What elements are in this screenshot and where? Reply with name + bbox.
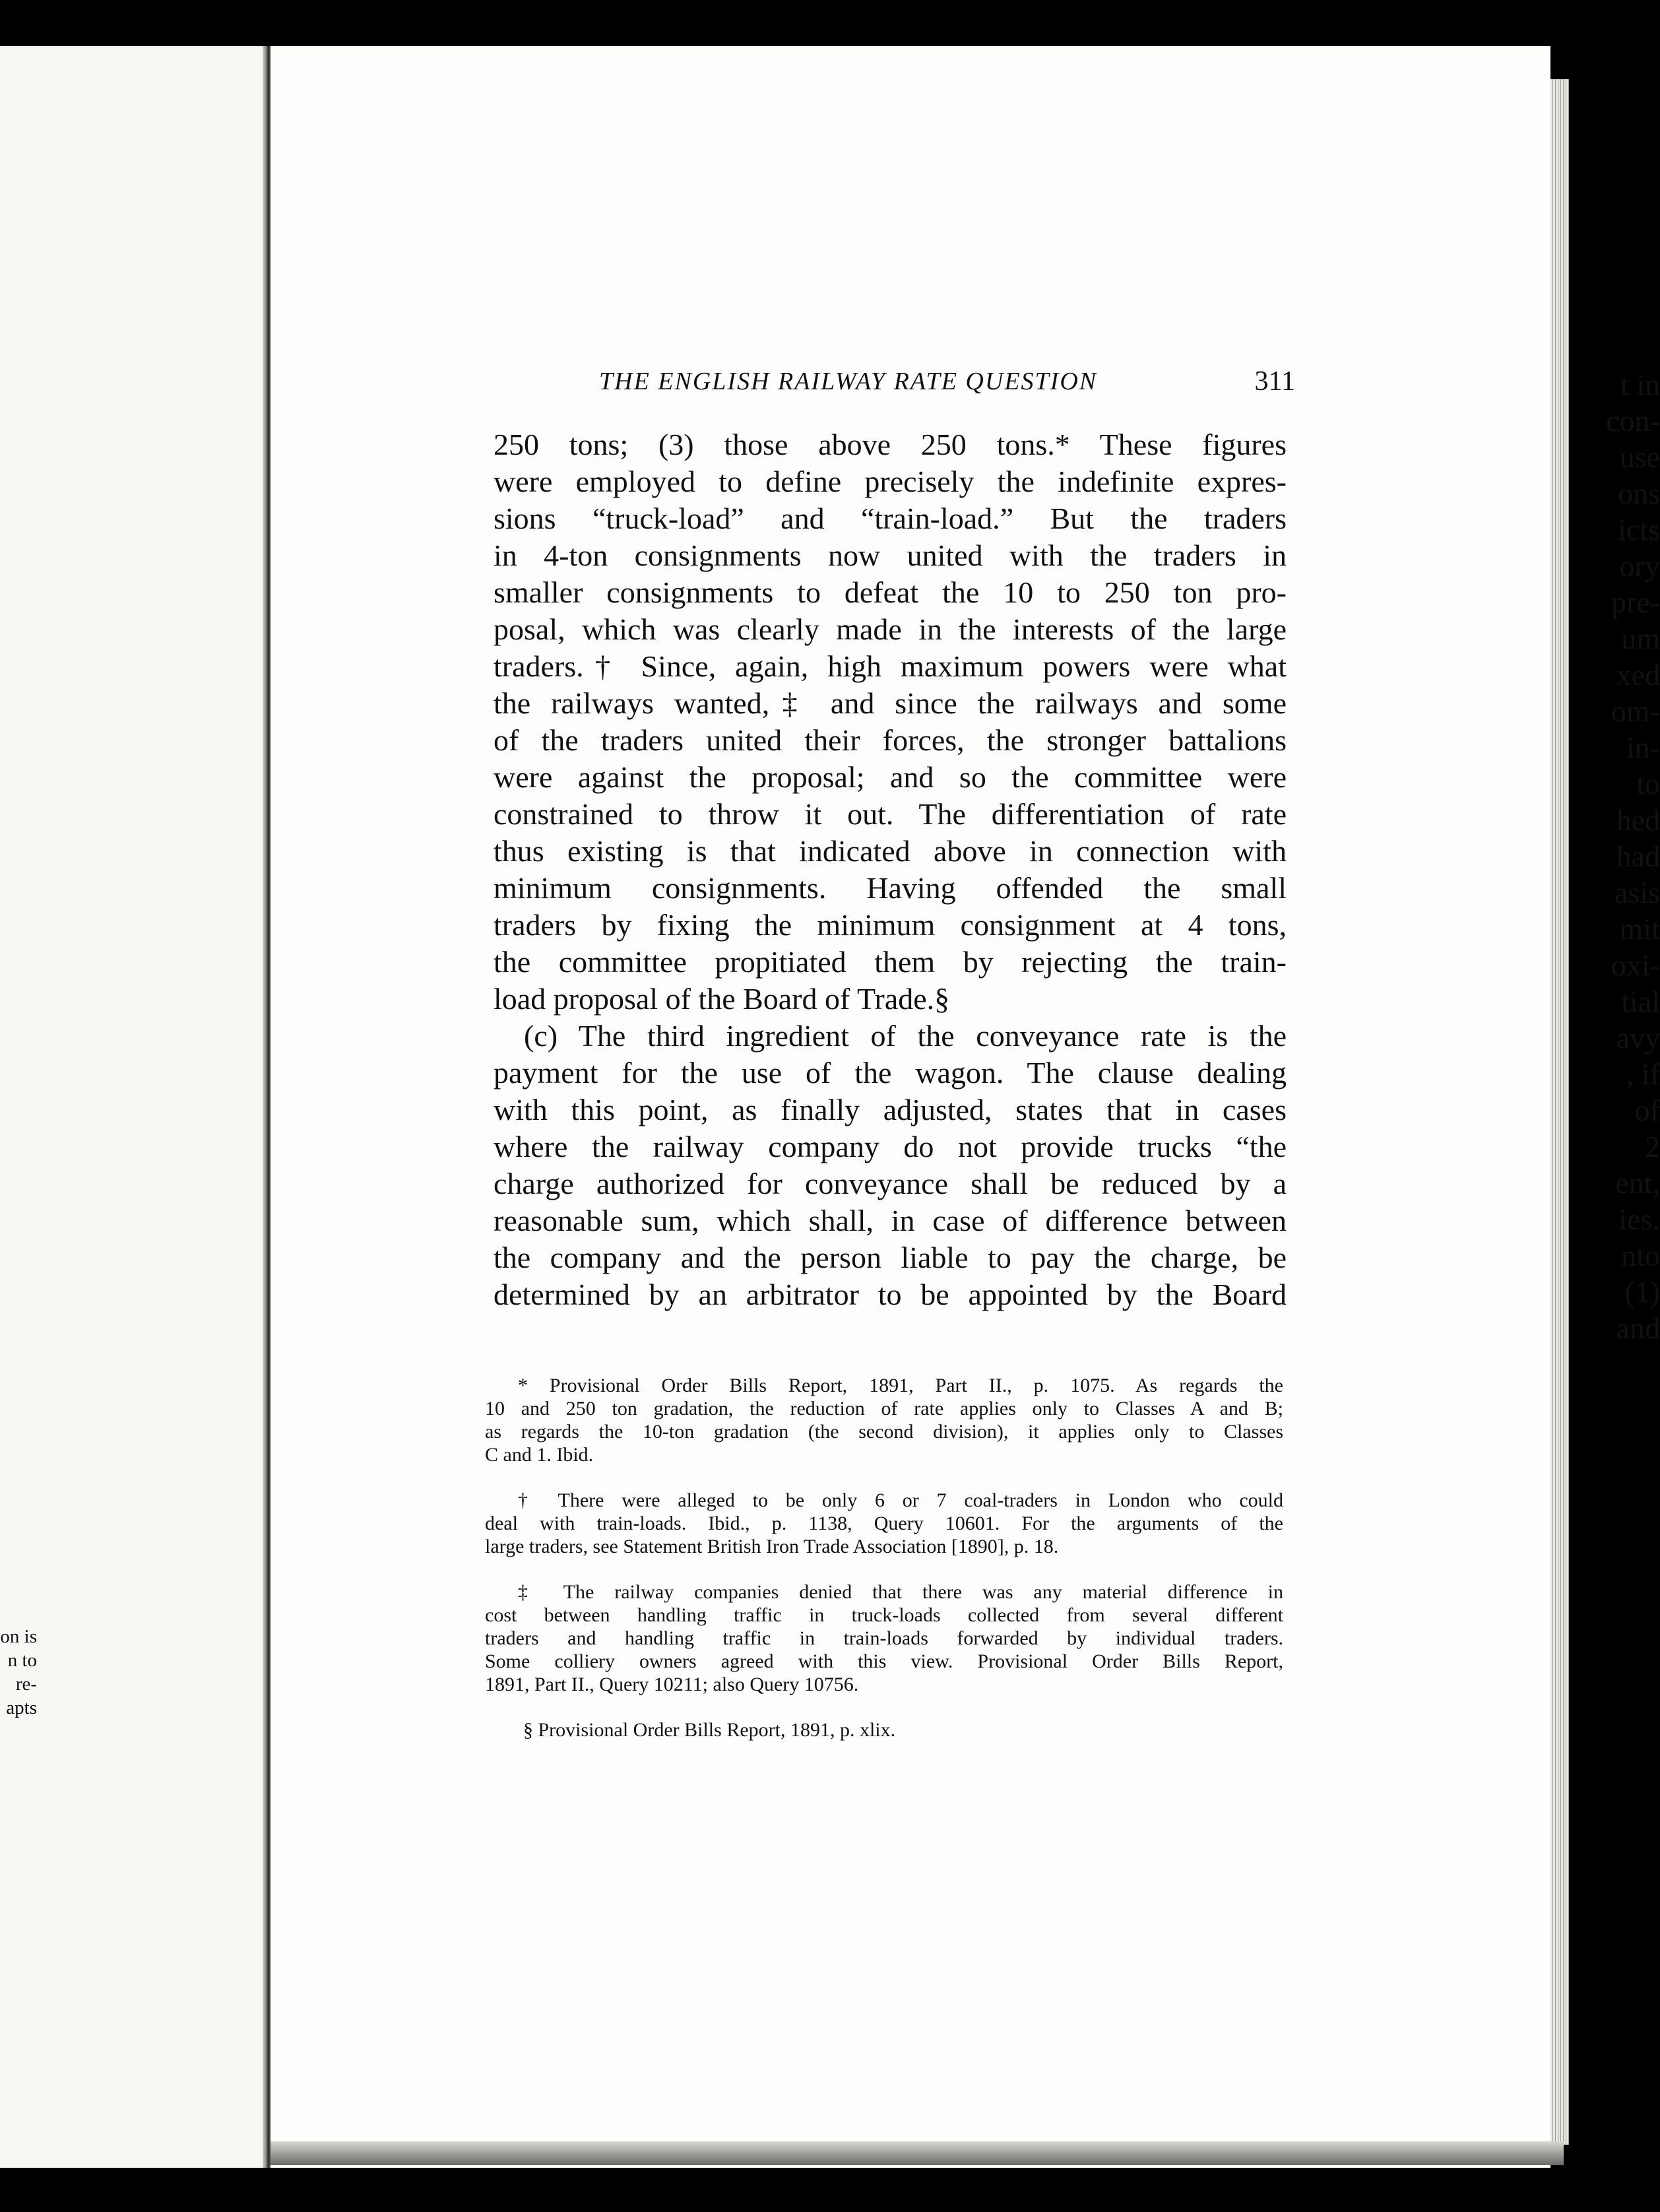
body-line: constrained to throw it out. The differentiation of rate [494,797,1287,831]
left-fragment-line: of [1634,1093,1660,1127]
body-line: 250 tons; (3) those above 250 tons.* These figures [494,428,1287,461]
body-line: reasonable sum, which shall, in case of difference between [494,1204,1287,1237]
page-bottom-edge [271,2141,1564,2165]
left-fragment-line: (1) [1624,1275,1660,1309]
footnote-line: large traders, see Statement British Iron Trade Association [1890], p. 18. [485,1536,1059,1557]
left-fragment-line: asis [1614,876,1660,909]
left-fragment-line: use [1619,440,1660,474]
left-fragment-line: mit [1619,912,1660,946]
body-line: with this point, as finally adjusted, states that in cases [494,1093,1287,1126]
left-note-line: on is [0,1626,37,1647]
footnote-line: C and 1. Ibid. [485,1444,594,1466]
body-line: were against the proposal; and so the committee were [494,760,1287,794]
body-line: were employed to define precisely the indefinite expres- [494,465,1287,498]
footnote-line: 1891, Part II., Query 10211; also Query 10756. [485,1674,859,1695]
left-fragment-line: oxi- [1611,948,1660,982]
body-line: traders.† Since, again, high maximum powers were what [494,649,1287,683]
body-text [494,426,1287,1313]
left-fragment-line: and [1616,1311,1660,1345]
left-fragment-line: con- [1606,404,1660,438]
left-fragment-line: t in [1620,368,1660,401]
left-fragment-line: ent, [1615,1166,1660,1200]
running-title: THE ENGLISH RAILWAY RATE QUESTION [599,368,1098,395]
body-line: thus existing is that indicated above in connection with [494,834,1287,868]
left-fragment-line: hed [1616,803,1660,837]
body-line: posal, which was clearly made in the interests of the large [494,612,1287,646]
body-line: payment for the use of the wagon. The clause dealing [494,1056,1287,1090]
left-fragment-line: in- [1626,731,1660,764]
footnote-1 [485,1374,1283,1466]
body-line: charge authorized for conveyance shall be reduced by a [494,1167,1287,1200]
footnote-line: traders and handling traffic in train-loads forwarded by individual traders. [485,1627,1283,1649]
left-note-line: apts [6,1697,37,1718]
footnote-line: as regards the 10-ton gradation (the second division), it applies only to Classes [485,1421,1283,1443]
body-line: load proposal of the Board of Trade.§ [494,982,950,1016]
body-line: (c) The third ingredient of the conveyance rate is the [524,1019,1287,1053]
left-fragment-line: avy [1616,1021,1660,1055]
left-fragment-line: 2 [1645,1130,1660,1163]
body-line: traders by fixing the minimum consignment at 4 tons, [494,908,1287,942]
left-note-line: n to [7,1650,37,1671]
footnotes [485,1374,1283,1764]
left-fragment-line: ory [1619,549,1660,583]
body-line: the railways wanted,‡ and since the railways and some [494,686,1287,720]
body-line: where the railway company do not provide trucks “the [494,1130,1287,1163]
body-line: minimum consignments. Having offended the small [494,871,1287,905]
body-line: the company and the person liable to pay the charge, be [494,1241,1287,1274]
body-line: the committee propitiated them by rejecting the train- [494,945,1287,979]
body-line: determined by an arbitrator to be appointed by the Board [494,1278,1287,1311]
footnote-line: ‡ The railway companies denied that there was any material difference in [518,1581,1283,1603]
running-header [599,365,1295,398]
footnote-line: 10 and 250 ton gradation, the reduction of rate applies only to Classes A and B; [485,1398,1283,1419]
book-gutter [263,46,271,2168]
left-fragment-line: , if [1626,1057,1660,1091]
body-line: smaller consignments to defeat the 10 to 250 ton pro- [494,575,1287,609]
left-page-text-fragments [1396,366,1660,1346]
left-page [0,46,264,2168]
page-number: 311 [1254,366,1295,397]
left-page-note-fragments [0,1625,264,1720]
footnote-line: deal with train-loads. Ibid., p. 1138, Query 10601. For the arguments of the [485,1513,1283,1534]
footnote-line: † There were alleged to be only 6 or 7 coal-traders in London who could [518,1489,1283,1511]
footnote-2 [485,1489,1283,1558]
body-line: of the traders united their forces, the stronger battalions [494,723,1287,757]
left-fragment-line: nto [1621,1239,1660,1272]
left-fragment-line: icts [1618,513,1660,546]
left-fragment-line: pre- [1611,585,1660,619]
footnote-line: Some colliery owners agreed with this view. Provisional Order Bills Report, [485,1650,1283,1672]
footnote-4 [485,1718,1283,1741]
body-line: in 4-ton consignments now united with the traders in [494,538,1287,572]
left-fragment-line: ons [1618,476,1660,510]
left-fragment-line: to [1636,767,1660,800]
left-fragment-line: xed [1616,658,1660,692]
left-fragment-line: had [1616,839,1660,873]
footnote-line: § Provisional Order Bills Report, 1891, p. xlix. [523,1719,896,1741]
footnote-line: * Provisional Order Bills Report, 1891, Part II., p. 1075. As regards the [518,1375,1283,1396]
body-line: sions “truck-load” and “train-load.” But the traders [494,502,1287,535]
footnote-3 [485,1580,1283,1696]
left-note-line: re- [15,1674,37,1695]
left-fragment-line: um [1621,622,1660,655]
footnote-line: cost between handling traffic in truck-loads collected from several different [485,1604,1283,1626]
left-fragment-line: ies. [1618,1202,1660,1236]
left-fragment-line: om- [1611,694,1660,728]
left-fragment-line: tial [1621,985,1660,1018]
